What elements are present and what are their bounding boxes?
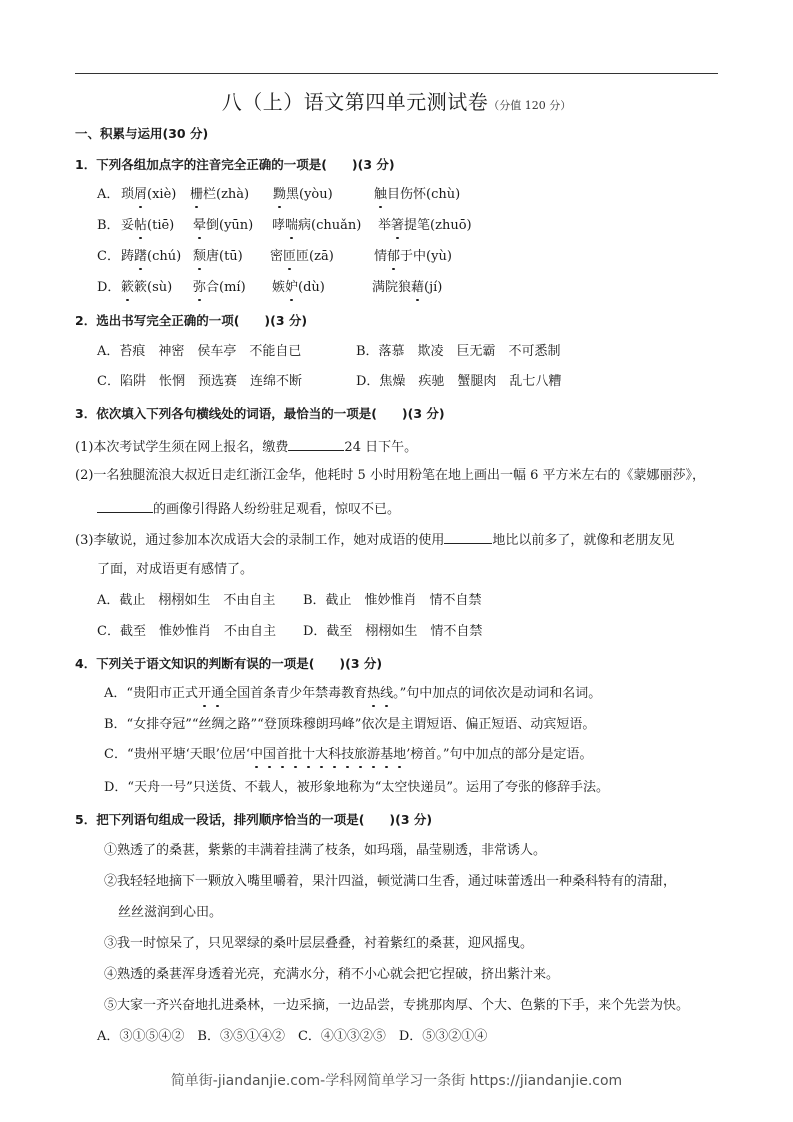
q5-sentence-2-line2: 丝丝滋润到心田。 xyxy=(118,905,223,920)
q2-option-a: A．苔痕 神密 侯车亭 不能自已 xyxy=(97,344,302,359)
q1-stem: 1．下列各组加点字的注音完全正确的一项是( )(3 分) xyxy=(75,157,395,172)
q5-stem: 5．把下列语句组成一段话，排列顺序恰当的一项是( )(3 分) xyxy=(75,812,433,827)
q1-b-item4: 举箸提笔(zhuō) xyxy=(378,218,472,233)
dotted-word: 开通 xyxy=(198,686,225,701)
blank-3 xyxy=(444,529,492,544)
q1-b-item1: 妥帖(tiē) xyxy=(121,218,175,233)
q1-b-item2: 晕倒(yūn) xyxy=(193,218,254,233)
q1-c-item2: 颓唐(tū) xyxy=(193,249,243,264)
q4-option-c: C．“贵州平塘‘天眼’位居‘中国首批十大科技旅游基地’榜首。”句中加点的部分是定语。 xyxy=(104,747,593,762)
q1-d-item4: 满院狼藉(jí) xyxy=(372,280,443,295)
footer-watermark: 简单街-jiandanjie.com-学科网简单学习一条街 https://jiandanjie.com xyxy=(170,1073,623,1089)
q1-a-item4: 触目伤怀(chù) xyxy=(374,187,461,202)
header-rule xyxy=(75,73,718,74)
q2-option-d: D．焦燥 疾驰 蟹腿肉 乱七八糟 xyxy=(356,374,562,389)
dotted-phrase: 中国首批十大科技旅游基地 xyxy=(250,747,407,762)
title-main: 八（上）语文第四单元测试卷 xyxy=(221,90,489,114)
q3-sentence-3-line2: 了面，对成语更有感情了。 xyxy=(97,562,254,577)
q1-a-item2: 栅栏(zhà) xyxy=(190,187,250,202)
q5-sentence-3: ③我一时惊呆了，只见翠绿的桑叶层层叠叠，衬着紫红的桑葚，迎风摇曳。 xyxy=(104,936,534,951)
q2-stem: 2．选出书写完全正确的一项( )(3 分) xyxy=(75,313,308,328)
q5-sentence-2-line1: ②我轻轻地摘下一颗放入嘴里嚼着，果汁四溢，顿觉满口生香，通过味蕾透出一种桑科特有的清甜， xyxy=(104,874,677,889)
q1-option-b: B． 妥帖(tiē) 晕倒(yūn) 哮喘病(chuǎn) 举箸提笔(zhuō) xyxy=(97,218,472,233)
blank-1 xyxy=(288,436,344,451)
q1-option-d: D． 簌簌(sù) 弥合(mí) 嫉妒(dù) 满院狼藉(jí) xyxy=(97,280,443,295)
q3-option-a: A．截止 栩栩如生 不由自主 xyxy=(97,593,276,608)
q1-c-item1: 踌躇(chú) xyxy=(121,249,182,264)
q3-option-c: C．截至 惟妙惟肖 不由自主 xyxy=(97,624,276,639)
q3-stem: 3．依次填入下列各句横线处的词语，最恰当的一项是( )(3 分) xyxy=(75,406,445,421)
page-title xyxy=(0,86,793,115)
q1-d-item3: 嫉妒(dù) xyxy=(272,280,325,295)
q5-sentence-1: ①熟透了的桑葚，紫紫的丰满着挂满了枝条，如玛瑙，晶莹剔透，非常诱人。 xyxy=(104,843,547,858)
q1-c-item4: 情郁于中(yù) xyxy=(374,249,452,264)
q3-sentence-1: (1)本次考试学生须在网上报名，缴费 24 日下午。 xyxy=(75,436,417,457)
section-heading: 一、积累与运用(30 分) xyxy=(75,126,209,141)
q1-a-item3: 黝黑(yòu) xyxy=(273,187,333,202)
q1-d-item2: 弥合(mí) xyxy=(193,280,246,295)
q2-option-c: C．陷阱 怅惘 预选赛 连绵不断 xyxy=(97,374,302,389)
q2-option-b: B．落慕 欺凌 巨无霸 不可悉制 xyxy=(356,344,561,359)
q5-sentence-5: ⑤大家一齐兴奋地扎进桑林，一边采摘，一边品尝，专挑那肉厚、个大、色紫的下手，来个先尝为快。 xyxy=(104,998,690,1013)
q1-b-item3: 哮喘病(chuǎn) xyxy=(272,218,362,233)
blank-2 xyxy=(97,498,153,513)
q4-stem: 4．下列关于语文知识的判断有误的一项是( )(3 分) xyxy=(75,656,383,671)
q1-option-c: C． 踌躇(chú) 颓唐(tū) 密匝匝(zā) 情郁于中(yù) xyxy=(97,249,452,264)
q5-sentence-4: ④熟透的桑葚浑身透着光亮，充满水分，稍不小心就会把它捏破，挤出紫汁来。 xyxy=(104,967,560,982)
q5-options: A．③①⑤④② B．③⑤①④② C．④①③②⑤ D．⑤③②①④ xyxy=(97,1029,488,1044)
q1-option-a: A． 琐屑(xiè) 栅栏(zhà) 黝黑(yòu) 触目伤怀(chù) xyxy=(97,187,461,202)
q4-option-b: B．“女排夺冠”“丝绸之路”“登顶珠穆朗玛峰”依次是主谓短语、偏正短语、动宾短语。 xyxy=(104,717,596,732)
q1-d-item1: 簌簌(sù) xyxy=(121,280,173,295)
q3-sentence-2-line2: 的画像引得路人纷纷驻足观看，惊叹不已。 xyxy=(97,498,400,519)
q4-option-d: D．“天舟一号”只送货、不载人，被形象地称为“太空快递员”。运用了夸张的修辞手法。 xyxy=(104,780,610,795)
q3-option-b: B．截止 惟妙惟肖 情不自禁 xyxy=(303,593,482,608)
q4-option-a: A．“贵阳市正式开通全国首条青少年禁毒教育热线。”句中加点的词依次是动词和名词。 xyxy=(104,686,602,701)
q3-sentence-3-line1: (3)李敏说，通过参加本次成语大会的录制工作，她对成语的使用 地比以前多了，就像和老朋友见 xyxy=(75,529,674,550)
q1-c-item3: 密匝匝(zā) xyxy=(270,249,334,264)
title-score: （分值 120 分） xyxy=(488,99,572,112)
q1-a-item1: 琐屑(xiè) xyxy=(121,187,177,202)
q3-sentence-2-line1: (2)一名独腿流浪大叔近日走红浙江金华，他耗时 5 小时用粉笔在地上画出一幅 6 平方米左右的《蒙娜丽莎》， xyxy=(75,468,705,483)
q3-option-d: D．截至 栩栩如生 情不自禁 xyxy=(303,624,483,639)
